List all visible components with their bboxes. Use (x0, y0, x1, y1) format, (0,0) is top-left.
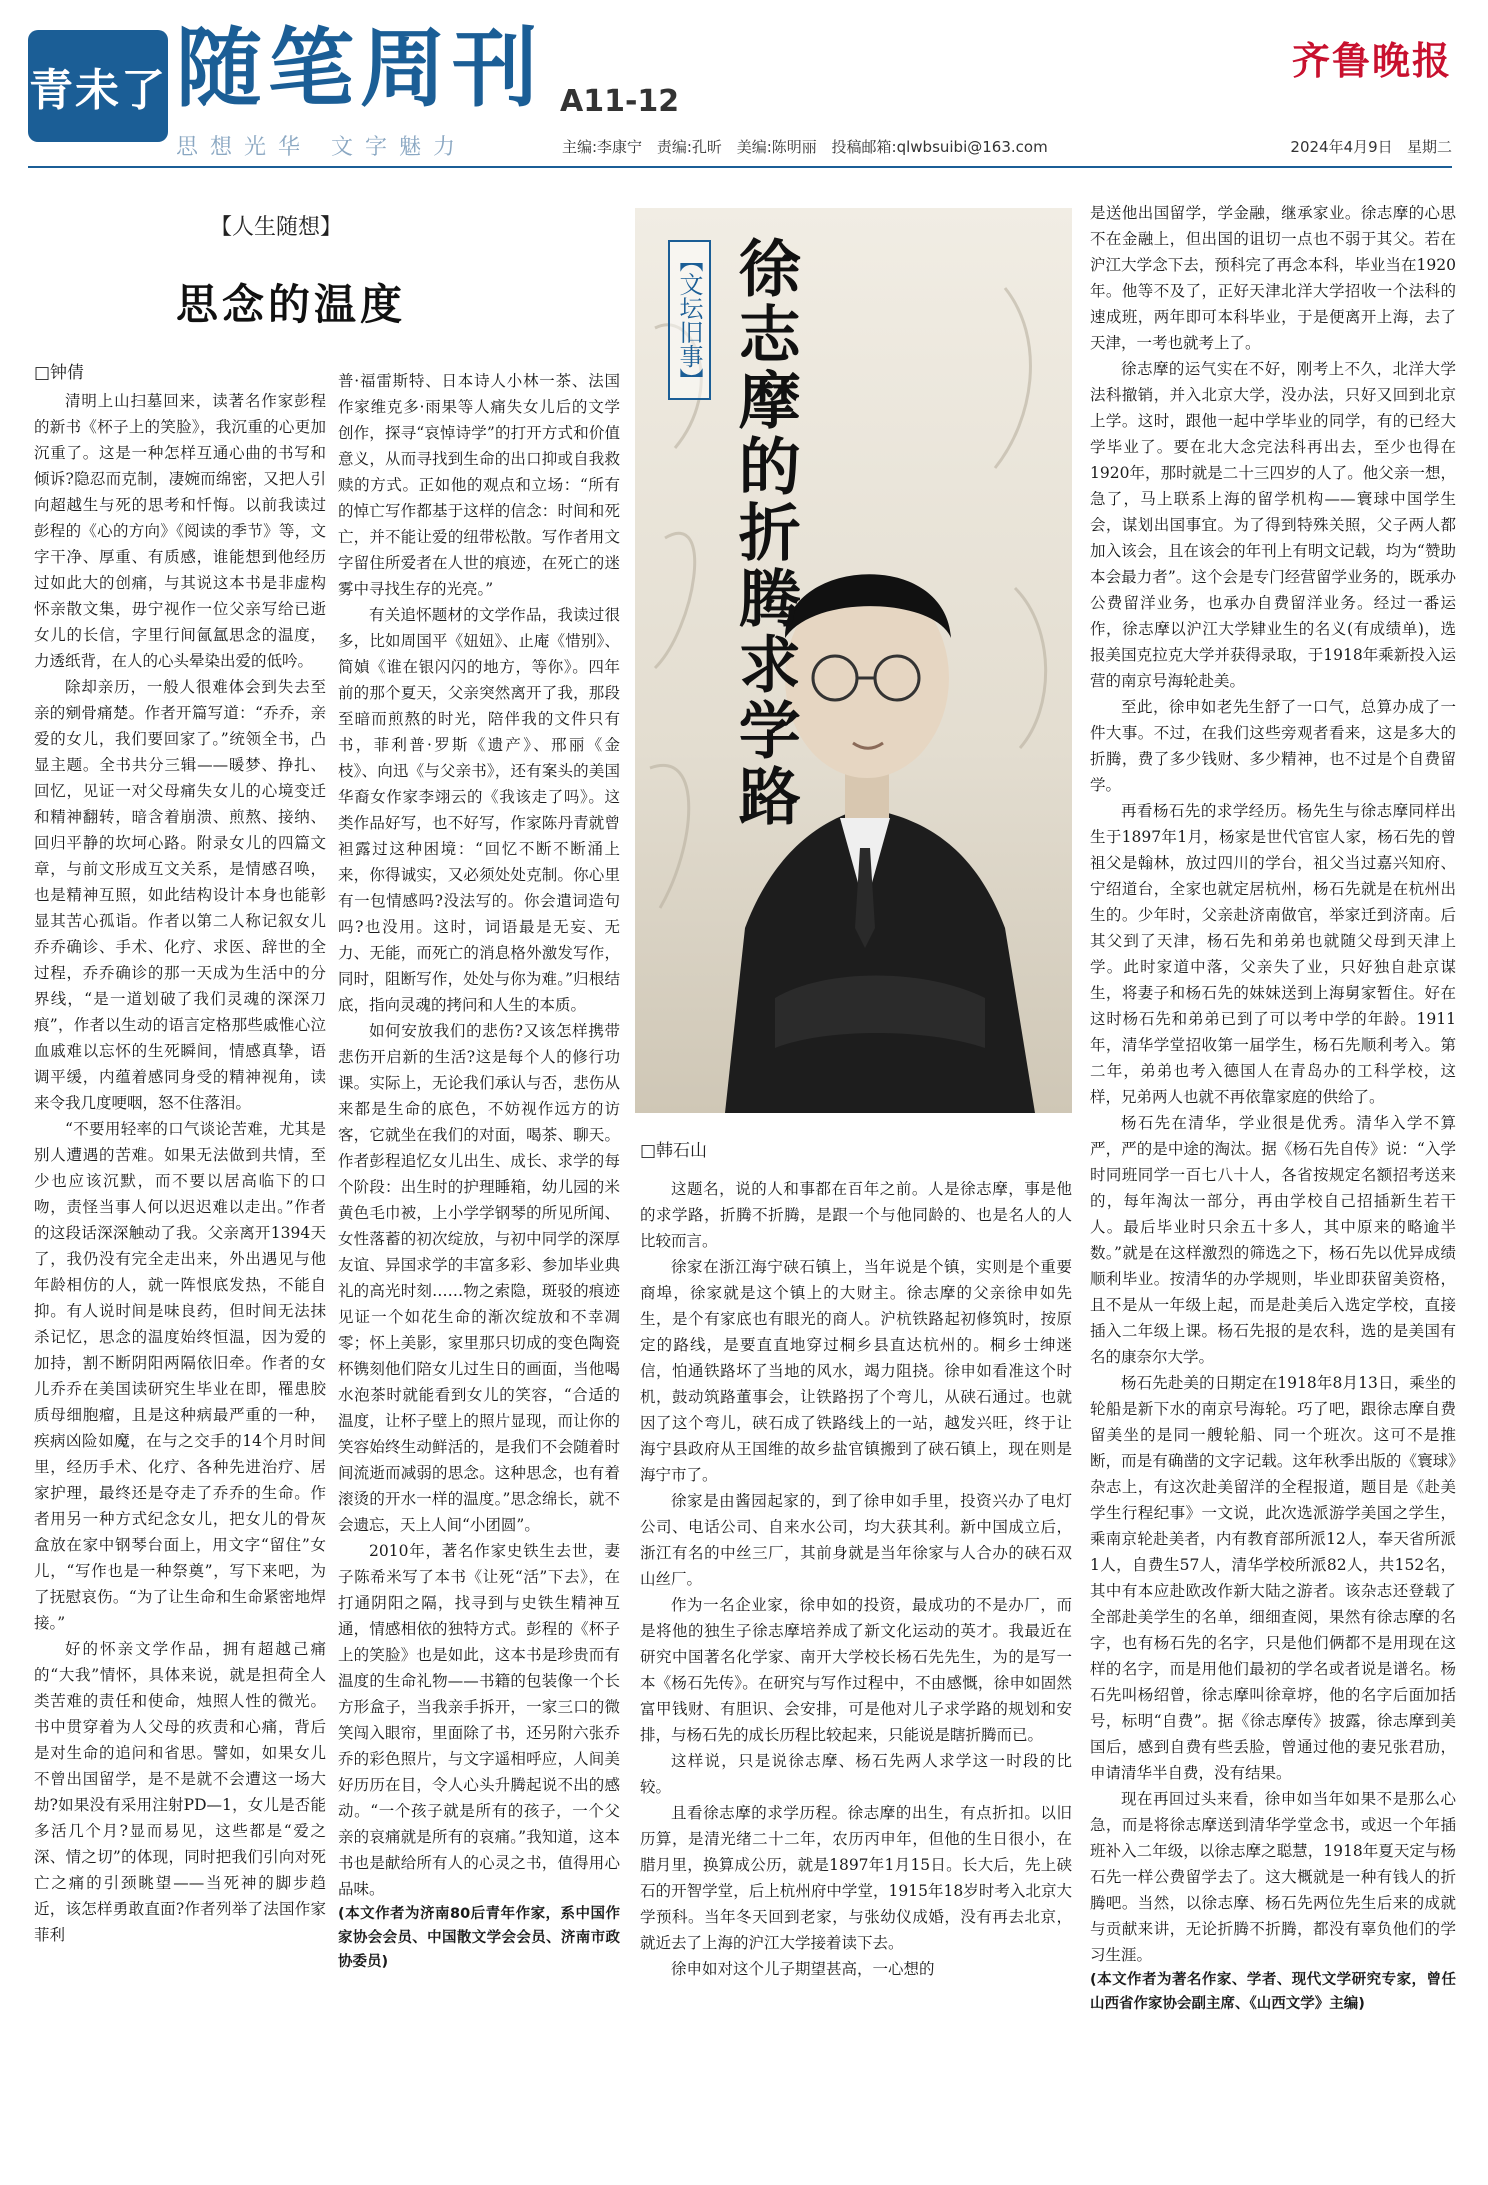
paragraph: 杨石先在清华，学业很是优秀。清华入学不算严，严的是中途的淘汰。据《杨石先自传》说：“入学时同班同学一百七八十人，各省按规定名额招考送来的，每年淘汰一部分，再由学校自己招插新生若干人。最后毕业时只余五十多人，其中原来的略逾半数。”就是在这样激烈的筛选之下，杨石先以优异成绩顺利毕业。按清华的办学规则，毕业即获留美资格，且不是从一年级上起，而是赴美后入选定学校，直接插入二年级上课。杨石先报的是农科，选的是美国有名的康奈尔大学。 (1090, 1114, 1456, 1366)
masthead-slogan: 思想光华 文字魅力 (176, 135, 467, 160)
page-number: A11-12 (560, 84, 680, 119)
left-article-author: □钟倩 (34, 363, 85, 383)
paragraph: 徐家是由酱园起家的，到了徐申如手里，投资兴办了电灯公司、电话公司、自来水公司，均大获其利。新中国成立后，浙江有名的中丝三厂，其前身就是当年徐家与人合办的硖石双山丝厂。 (640, 1492, 1072, 1588)
left-article-column-1 (34, 388, 326, 2158)
paragraph: 如何安放我们的悲伤?又该怎样携带悲伤开启新的生活?这是每个人的修行功课。实际上，无论我们承认与否，悲伤从来都是生命的底色，不妨视作远方的访客，它就坐在我们的对面，喝茶、聊天。作者彭程追忆女儿出生、成长、求学的每个阶段：出生时的护理睡箱，幼儿园的米黄色毛巾被，上小学学钢琴的所见所闻、女性落蓄的初次绽放，与初中同学的深厚友谊、异国求学的丰富多彩、参加毕业典礼的高光时刻……物之索隐，斑驳的痕迹见证一个如花生命的渐次绽放和不幸凋零；怀上美影，家里那只切成的变色陶瓷杯镌刻他们陪女儿过生日的画面，当他喝水泡茶时就能看到女儿的笑容，“合适的温度，让杯子壁上的照片显现，而让你的笑容始终生动鲜活的，是我们不会随着时间流逝而减弱的思念。这种思念，也有着滚烫的开水一样的温度。”思念绵长，就不会遗忘，天上人间“小团圆”。 (338, 1022, 620, 1534)
paragraph: 作为一名企业家，徐申如的投资，最成功的不是办厂，而是将他的独生子徐志摩培养成了新文化运动的英才。我最近在研究中国著名化学家、南开大学校长杨石先先生，为的是写一本《杨石先传》。在研究与写作过程中，不由感慨，徐申如固然富甲钱财、有胆识、会安排，可是他对儿子求学路的规划和安排，与杨石先的成长历程比较起来，只能说是瞎折腾而已。 (640, 1596, 1072, 1744)
brand-logo: 青未了 (28, 30, 168, 142)
issue-date-text: 2024年4月9日 (1290, 138, 1393, 156)
masthead-rule (28, 166, 1452, 168)
paragraph: 有关追怀题材的文学作品，我读过很多，比如周国平《妞妞》、止庵《惜别》、简媜《谁在银闪闪的地方，等你》。四年前的那个夏天，父亲突然离开了我，那段至暗而煎熬的时光，陪伴我的文件只有书，菲利普·罗斯《遗产》、邢丽《金枝》、向迅《与父亲书》，还有案头的美国华裔女作家李翊云的《我该走了吗》。这类作品好写，也不好写，作家陈丹青就曾袒露过这种困境：“回忆不断不断涌上来，你得诚实，又必须处处克制。你心里有一包情感吗?没法写的。你会遣词造句吗?也没用。这时，词语最是无妄、无力、无能，而死亡的消息格外激发写作，同时，阻断写作，处处与你为难。”归根结底，指向灵魂的拷问和人生的本质。 (338, 606, 620, 1014)
masthead-title: 随笔周刊 (176, 19, 544, 119)
right-article-author: □韩石山 (640, 1141, 708, 1161)
paragraph: 普·福雷斯特、日本诗人小林一茶、法国作家维克多·雨果等人痛失女儿后的文学创作，探寻“哀悼诗学”的打开方式和价值意义，从而寻找到生命的出口抑或自我救赎的方式。正如他的观点和立场：“所有的悼亡写作都基于这样的信念：时间和死亡，并不能让爱的纽带松散。写作者用文字留住所爱者在人世的痕迹，在死亡的迷雾中寻找生存的光亮。” (338, 372, 620, 598)
editor-credit: 主编:李康宁 (562, 138, 643, 156)
paragraph: 且看徐志摩的求学历程。徐志摩的出生，有点折扣。以旧历算，是清光绪二十二年，农历丙申年，但他的生日很小，在腊月里，换算成公历，就是1897年1月15日。长大后，先上硖石的开智学堂，后上杭州府中学堂，1915年18岁时考入北京大学预科。当年冬天回到老家，与张幼仪成婚，没有再去北京，就近去了上海的沪江大学接着读下去。 (640, 1804, 1072, 1952)
right-article-column-1 (640, 1176, 1072, 2158)
left-article-title: 思念的温度 (176, 280, 407, 329)
left-article-column-2 (338, 368, 620, 2158)
author-note: (本文作者为济南80后青年作家，系中国作家协会会员、中国散文学会会员、济南市政协委员) (338, 1906, 620, 1970)
paragraph: 徐志摩的运气实在不好，刚考上不久，北洋大学法科撤销，并入北京大学，没办法，只好又回到北京上学。这时，跟他一起中学毕业的同学，有的已经大学毕业了。要在北大念完法科再出去，至少也得在1920年，那时就是二十三四岁的人了。他父亲一想，急了，马上联系上海的留学机构——寰球中国学生会，谋划出国事宜。为了得到特殊关照，父子两人都加入该会，且在该会的年刊上有明文记载，均为“赞助本会最力者”。这个会是专门经营留学业务的，既承办公费留洋业务，也承办自费留洋业务。经过一番运作，徐志摩以沪江大学肄业生的名义(有成绩单)，选报美国克拉克大学并获得录取，于1918年乘新投入运营的南京号海轮赴美。 (1090, 360, 1456, 690)
paragraph: 杨石先赴美的日期定在1918年8月13日，乘坐的轮船是新下水的南京号海轮。巧了吧，跟徐志摩自费留美坐的是同一艘轮船、同一个班次。这可不是推断，而是有确凿的文字记载。这年秋季出版的《寰球》杂志上，有这次赴美留洋的全程报道，题目是《赴美学生行程纪事》一文说，此次选派游学美国之学生，乘南京轮赴美者，内有教育部所派12人，奉天省所派1人，自费生57人，清华学校所派82人，共152名，其中有本应赴欧改作新大陆之游者。该杂志还登载了全部赴美学生的名单，细细查阅，果然有徐志摩的名字，也有杨石先的名字，只是他们俩都不是用现在这样的名字，而是用他们最初的学名或者说是谱名。杨石先叫杨绍曾，徐志摩叫徐章垿，他的名字后面加括号，标明“自费”。据《徐志摩传》披露，徐志摩到美国后，感到自费有些丢脸，曾通过他的妻兄张君劢，申请清华半自费，没有结果。 (1090, 1374, 1456, 1782)
paragraph: 好的怀亲文学作品，拥有超越己痛的“大我”情怀，具体来说，就是担荷全人类苦难的责任和使命，烛照人性的微光。书中贯穿着为人父母的疚责和心痛，背后是对生命的追问和省思。譬如，如果女儿不曾出国留学，是不是就不会遭这一场大劫?如果没有采用注射PD—1，女儿是否能多活几个月?显而易见，这些都是“爱之深、情之切”的体现，同时把我们引向对死亡之痛的引颈眺望——当死神的脚步趋近，该怎样勇敢直面?作者列举了法国作家菲利 (34, 1640, 326, 1944)
paragraph: “不要用轻率的口气谈论苦难，尤其是别人遭遇的苦难。如果无法做到共情，至少也应该沉默，而不要以居高临下的口吻，责怪当事人何以迟迟难以走出。”作者的这段话深深触动了我。父亲离开1394天了，我仍没有完全走出来，外出遇见与他年龄相仿的人，就一阵恨底发热，不能自抑。有人说时间是味良药，但时间无法抹杀记忆，思念的温度始终恒温，因为爱的加持，割不断阴阳两隔依旧牵。作者的女儿乔乔在美国读研究生毕业在即，罹患胶质母细胞瘤，且是这种病最严重的一种，疾病凶险如魔，在与之交手的14个月时间里，经历手术、化疗、各种先进治疗、居家护理，最终还是夺走了乔乔的生命。作者用另一种方式纪念女儿，把女儿的骨灰盒放在家中钢琴台面上，用文字“留住”女儿，“写作也是一种祭奠”，写下来吧，为了抚慰哀伤。“为了让生命和生命紧密地焊接。” (34, 1120, 326, 1632)
paragraph: 徐家在浙江海宁硖石镇上，当年说是个镇，实则是个重要商埠，徐家就是这个镇上的大财主。徐志摩的父亲徐申如先生，是个有家底也有眼光的商人。沪杭铁路起初修筑时，按原定的路线，是要直直地穿过桐乡县直达杭州的。桐乡士绅迷信，怕通铁路坏了当地的风水，竭力阻挠。徐申如看准这个时机，鼓动筑路董事会，让铁路拐了个弯儿，从硖石通过。也就因了这个弯儿，硖石成了铁路线上的一站，越发兴旺，终于让海宁县政府从王国维的故乡盐官镇搬到了硖石镇上，现在则是海宁市了。 (640, 1258, 1072, 1484)
paragraph: 清明上山扫墓回来，读著名作家彭程的新书《杯子上的笑脸》，我沉重的心更加沉重了。这是一种怎样互通心曲的书写和倾诉?隐忍而克制，凄婉而绵密，又把人引向超越生与死的思考和忏悔。以前我读过彭程的《心的方向》《阅读的季节》等，文字干净、厚重、有质感，谁能想到他经历过如此大的创痛，与其说这本书是非虚构怀亲散文集，毋宁视作一位父亲写给已逝女儿的长信，字里行间氤氲思念的温度，力透纸背，在人的心头晕染出爱的低吟。 (34, 392, 326, 670)
right-article-title: 徐志摩的折腾求学路 (728, 236, 802, 830)
submission-email: 投稿邮箱:qlwbsuibi@163.com (831, 138, 1048, 156)
issue-weekday: 星期二 (1406, 138, 1452, 156)
right-article-column-2 (1090, 200, 1456, 2158)
paragraph: 现在再回过头来看，徐申如当年如果不是那么心急，而是将徐志摩送到清华学堂念书，或迟一个年插班补入二年级，以徐志摩之聪慧，1918年夏天定与杨石先一样公费留学去了。这大概就是一种有钱人的折腾吧。当然，以徐志摩、杨石先两位先生后来的成就与贡献来讲，无论折腾不折腾，都没有辜负他们的学习生涯。 (1090, 1790, 1456, 1964)
paragraph: 是送他出国留学，学金融，继承家业。徐志摩的心思不在金融上，但出国的诅切一点也不弱于其父。若在沪江大学念下去，预科完了再念本科，毕业当在1920年。他等不及了，正好天津北洋大学招收一个法科的速成班，两年即可本科毕业，于是便离开上海，去了天津，一考也就考上了。 (1090, 204, 1456, 352)
editor-credits (562, 136, 1058, 157)
copy-editor-credit: 责编:孔昕 (656, 138, 722, 156)
paragraph: 这样说，只是说徐志摩、杨石先两人求学这一时段的比较。 (640, 1752, 1072, 1796)
paragraph: 至此，徐申如老先生舒了一口气，总算办成了一件大事。不过，在我们这些旁观者看来，这是多大的折腾，费了多少钱财、多少精神，也不过是个自费留学。 (1090, 698, 1456, 794)
paragraph: 2010年，著名作家史铁生去世，妻子陈希米写了本书《让死“活”下去》，在打通阴阳之隔，找寻到与史铁生精神互通，情感相依的独特方式。彭程的《杯子上的笑脸》也是如此，这本书是珍贵而有温度的生命礼物——书籍的包装像一个长方形盒子，当我亲手拆开，一家三口的微笑闯入眼帘，里面除了书，还另附六张乔乔的彩色照片，与文字遥相呼应，人间美好历历在目，令人心头升腾起说不出的感动。“一个孩子就是所有的孩子，一个父亲的哀痛就是所有的哀痛。”我知道，这本书也是献给所有人的心灵之书，值得用心品味。 (338, 1542, 620, 1898)
author-note: (本文作者为著名作家、学者、现代文学研究专家，曾任山西省作家协会副主席、《山西文学》主编) (1090, 1972, 1456, 2012)
paragraph: 这题名，说的人和事都在百年之前。人是徐志摩，事是他的求学路，折腾不折腾，是跟一个与他同龄的、也是名人的人比较而言。 (640, 1180, 1072, 1250)
issue-date (1290, 136, 1452, 157)
left-section-tag: 【人生随想】 (210, 215, 343, 240)
designer-credit: 美编:陈明丽 (736, 138, 817, 156)
right-section-tag: 【文坛旧事】 (668, 240, 711, 400)
paragraph: 除却亲历，一般人很难体会到失去至亲的剜骨痛楚。作者开篇写道：“乔乔，亲爱的女儿，我们要回家了。”统领全书，凸显主题。全书共分三辑——暖梦、挣扎、回忆，见证一对父母痛失女儿的心境变迁和精神翻转，暗含着崩溃、煎熬、接纳、回归平静的坎坷心路。附录女儿的四篇文章，与前文形成互文关系，是情感召唤，也是精神互照，如此结构设计本身也能彰显其苦心孤诣。作者以第二人称记叙女儿乔乔确诊、手术、化疗、求医、辞世的全过程，乔乔确诊的那一天成为生活中的分界线，“是一道划破了我们灵魂的深深刀痕”，作者以生动的语言定格那些戚惟心泣血戚难以忘怀的生死瞬间，情感真挚，语调平缓，内蕴着感同身受的精神视角，读来令我几度哽咽，怒不住落泪。 (34, 678, 326, 1112)
paragraph: 徐申如对这个儿子期望甚高，一心想的 (671, 1960, 935, 1978)
paragraph: 再看杨石先的求学经历。杨先生与徐志摩同样出生于1897年1月，杨家是世代官宦人家，杨石先的曾祖父是翰林，放过四川的学台，祖父当过嘉兴知府、宁绍道台，全家也就定居杭州，杨石先就是在杭州出生的。少年时，父亲赴济南做官，举家迁到济南。后其父到了天津，杨石先和弟弟也就随父母到天津上学。此时家道中落，父亲失了业，只好独自赴京谋生，将妻子和杨石先的妹妹送到上海舅家暂住。好在这时杨石先和弟弟已到了可以考中学的年龄。1911年，清华学堂招收第一届学生，杨石先顺利考入。第二年，弟弟也考入德国人在青岛办的工科学校，这样，兄弟两人也就不再依靠家庭的供给了。 (1090, 802, 1456, 1106)
newspaper-logo: 齐鲁晚报 (1291, 38, 1452, 83)
